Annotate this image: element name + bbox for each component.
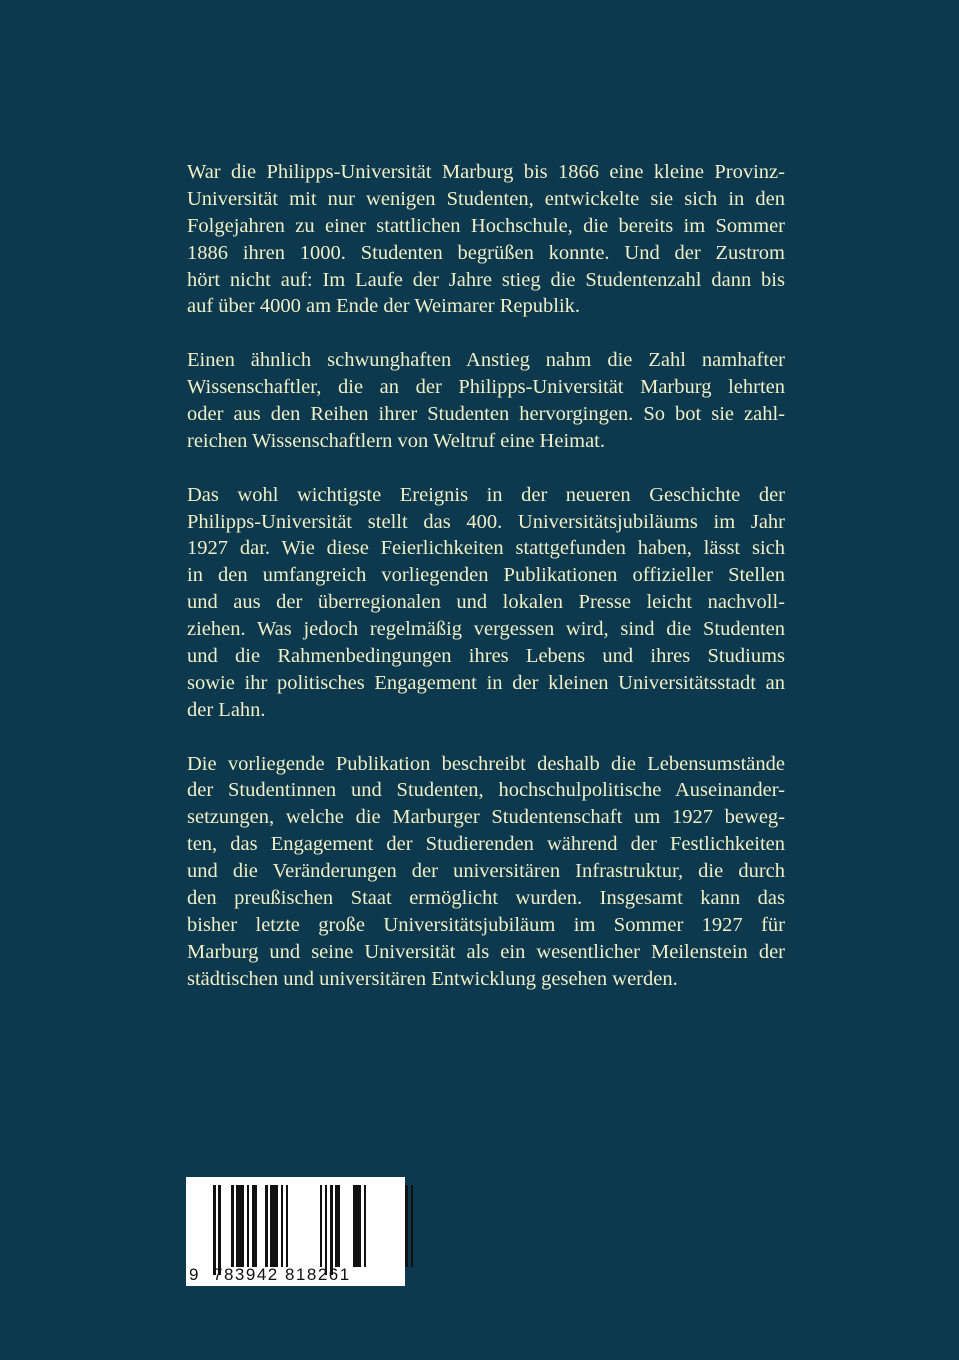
blurb-line: Folgejahren zu einer stattlichen Hochschule, die bereits im Sommer [187, 214, 785, 237]
barcode-bar [265, 1185, 268, 1267]
barcode-bar [320, 1185, 323, 1267]
barcode-bar [247, 1185, 250, 1267]
blurb-line: auf über 4000 am Ende der Weimarer Republik. [187, 295, 581, 318]
blurb-line: War die Philipps-Universität Marburg bis 1866 eine kleine Provinz- [187, 161, 785, 183]
blurb-line: den preußischen Staat ermöglicht wurden. Insgesamt kann das [187, 887, 785, 910]
barcode-bar [405, 1185, 408, 1267]
blurb-line: Philipps-Universität stellt das 400. Universitätsjubiläums im Jahr [187, 510, 785, 533]
barcode-bar [270, 1185, 278, 1267]
blurb-line: Marburg und seine Universität als ein wesentlicher Meilenstein der [187, 940, 785, 963]
blurb-line: und die Rahmenbedingungen ihres Lebens und ihres Studiums [187, 645, 785, 668]
blurb-line: und aus der überregionalen und lokalen Presse leicht nachvoll- [187, 591, 785, 614]
blurb-line: Universität mit nur wenigen Studenten, entwickelte sie sich in den [187, 187, 785, 210]
blurb-line: sowie ihr politisches Engagement in der kleinen Universitätsstadt an [187, 671, 785, 694]
barcode-bar [411, 1185, 414, 1267]
blurb-line: 1886 ihren 1000. Studenten begrüßen konnte. Und der Zustrom [187, 241, 785, 264]
barcode-bar [218, 1185, 221, 1275]
blurb-paragraph [187, 751, 785, 993]
back-cover-blurb [187, 159, 785, 1020]
barcode-bar [252, 1185, 257, 1267]
barcode-bar [281, 1185, 284, 1267]
blurb-line: Einen ähnlich schwunghaften Anstieg nahm die Zahl namhafter [187, 349, 785, 372]
blurb-line: setzungen, welche die Marburger Studentenschaft um 1927 beweg- [187, 806, 785, 829]
blurb-line: ziehen. Was jedoch regelmäßig vergessen wird, sind die Studenten [187, 618, 785, 641]
blurb-line: städtischen und universitären Entwicklung gesehen werden. [187, 967, 678, 990]
blurb-line: Das wohl wichtigste Ereignis in der neueren Geschichte der [187, 483, 785, 506]
blurb-line: ten, das Engagement der Studierenden während der Festlichkeiten [187, 833, 785, 856]
barcode-bar [330, 1185, 333, 1275]
blurb-line: der Studentinnen und Studenten, hochschulpolitische Auseinander- [187, 779, 785, 802]
blurb-line: Wissenschaftler, die an der Philipps-Universität Marburg lehrten [187, 376, 785, 399]
barcode-bar [325, 1185, 328, 1275]
barcode-digits: 783942 818261 [213, 1265, 351, 1284]
barcode-bar [335, 1185, 340, 1267]
blurb-paragraph [187, 159, 785, 320]
isbn-barcode [186, 1177, 405, 1286]
blurb-line: und die Veränderungen der universitären Infrastruktur, die durch [187, 860, 785, 883]
barcode-bar [364, 1185, 367, 1267]
blurb-line: in den umfangreich vorliegenden Publikationen offizieller Stellen [187, 564, 785, 587]
barcode-bar [286, 1185, 289, 1267]
blurb-line: der Lahn. [187, 698, 266, 721]
barcode-bars [213, 1185, 399, 1267]
barcode-bar [353, 1185, 361, 1267]
blurb-line: hört nicht auf: Im Laufe der Jahre stieg die Studentenzahl dann bis [187, 268, 785, 291]
barcode-bar [213, 1185, 216, 1275]
blurb-line: oder aus den Reihen ihrer Studenten hervorgingen. So bot sie zahl- [187, 403, 785, 426]
blurb-line: 1927 dar. Wie diese Feierlichkeiten stattgefunden haben, lässt sich [187, 537, 785, 560]
blurb-paragraph [187, 482, 785, 724]
blurb-line: Die vorliegende Publikation beschreibt deshalb die Lebensumstände [187, 752, 785, 775]
barcode-bar [236, 1185, 244, 1267]
barcode-first-digit: 9 [189, 1265, 199, 1284]
blurb-paragraph [187, 347, 785, 455]
blurb-line: bisher letzte große Universitätsjubiläum im Sommer 1927 für [187, 913, 785, 936]
blurb-line: reichen Wissenschaftlern von Weltruf eine Heimat. [187, 429, 606, 452]
barcode-bar [231, 1185, 234, 1267]
